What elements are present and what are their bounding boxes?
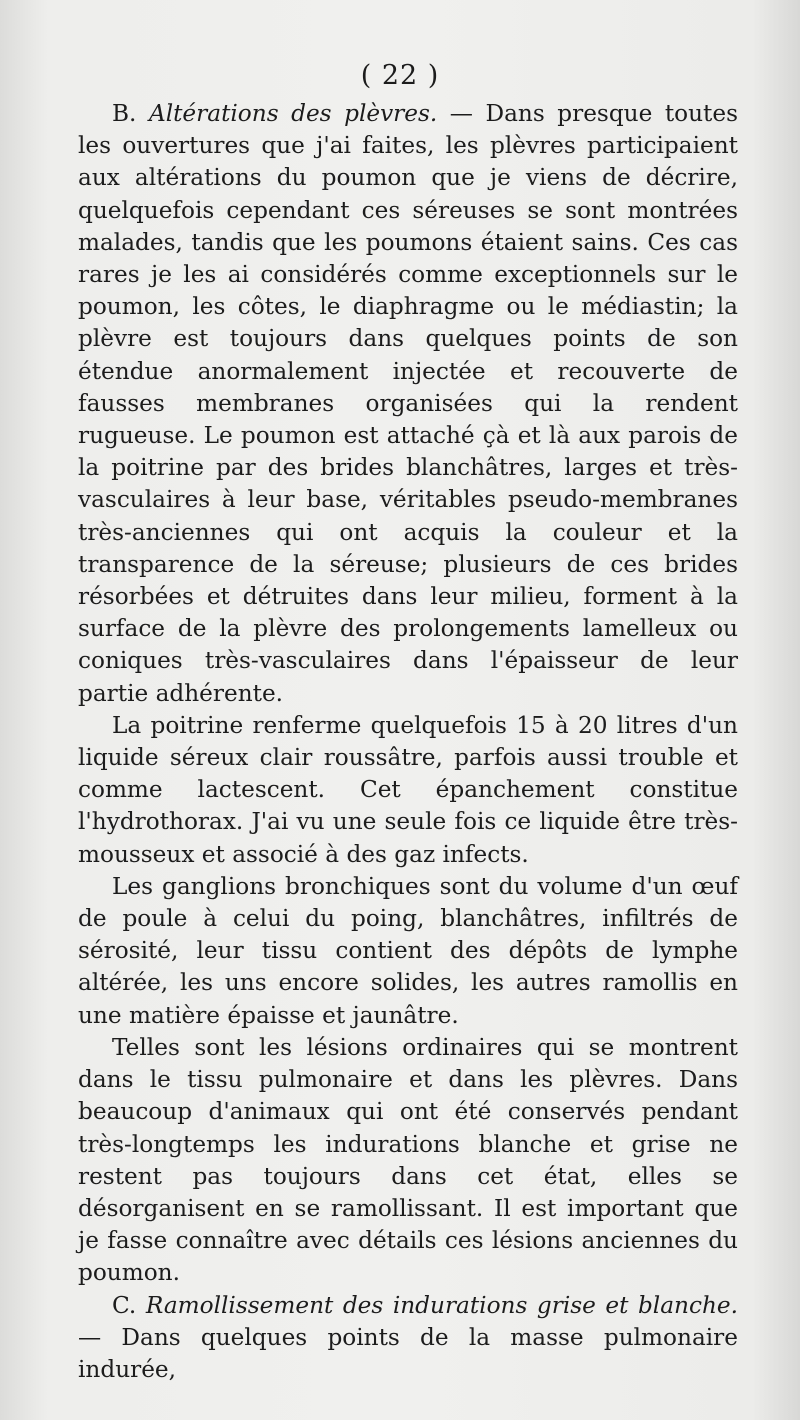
section-label: B. [112,100,137,127]
section-title: Altérations des plèvres. [148,100,438,127]
page-number: ( 22 ) [360,60,440,91]
section-label: C. [112,1291,137,1319]
paragraph-text: — Dans quelques points de la masse pulmonaire indurée, [78,1323,738,1383]
paragraph-text: La poitrine renferme quelquefois 15 à 20 litres d'un liquide séreux clair roussâtre, parfois aussi trouble et comme lactescent. Cet épanchement constitue l'hydrothorax. J'ai vu une seule fois ce liquide être très-mousseux et associé à des gaz infects. [78,711,738,868]
paragraph-text: Telles sont les lésions ordinaires qui se montrent dans le tissu pulmonaire et dans les plèvres. Dans beaucoup d'animaux qui ont été conservés pendant très-longtemps les indurations blanche et grise ne restent pas toujours dans cet état, elles se désorganisent en se ramollissant. Il est important que je fasse connaître avec détails ces lésions anciennes du poumon. [78,1033,738,1287]
paragraph-ramollissement [78,1290,738,1387]
body-text [78,98,738,1386]
paragraph-text: — Dans presque toutes les ouvertures que j'ai faites, les plèvres participaient aux altérations du poumon que je viens de décrire, quelquefois cependant ces séreuses se sont montrées malades, tandis que les poumons étaient sains. Ces cas rares je les ai considérés comme exceptionnels sur le poumon, les côtes, le diaphragme ou le médiastin; la plèvre est toujours dans quelques points de son étendue anormalement injectée et recouverte de fausses membranes organisées qui la rendent rugueuse. Le poumon est attaché çà et là aux parois de la poitrine par des brides blanchâtres, larges et très-vasculaires à leur base, véritables pseudo-membranes très-anciennes qui ont acquis la couleur et la transparence de la séreuse; plusieurs de ces brides résorbées et détruites dans leur milieu, forment à la surface de la plèvre des prolongements lamelleux ou coniques très-vasculaires dans l'épaisseur de leur partie adhérente. [78,100,738,707]
paragraph-ganglions [78,871,738,1032]
paragraph-lesions [78,1032,738,1290]
paragraph-text: Les ganglions bronchiques sont du volume d'un œuf de poule à celui du poing, blanchâtres, infiltrés de sérosité, leur tissu contient des dépôts de lymphe altérée, les uns encore solides, les autres ramollis en une matière épaisse et jaunâtre. [78,872,738,1029]
paragraph-pleura [78,98,738,710]
section-title: Ramollissement des indurations grise et blanche. [145,1291,738,1319]
paragraph-hydrothorax [78,710,738,871]
